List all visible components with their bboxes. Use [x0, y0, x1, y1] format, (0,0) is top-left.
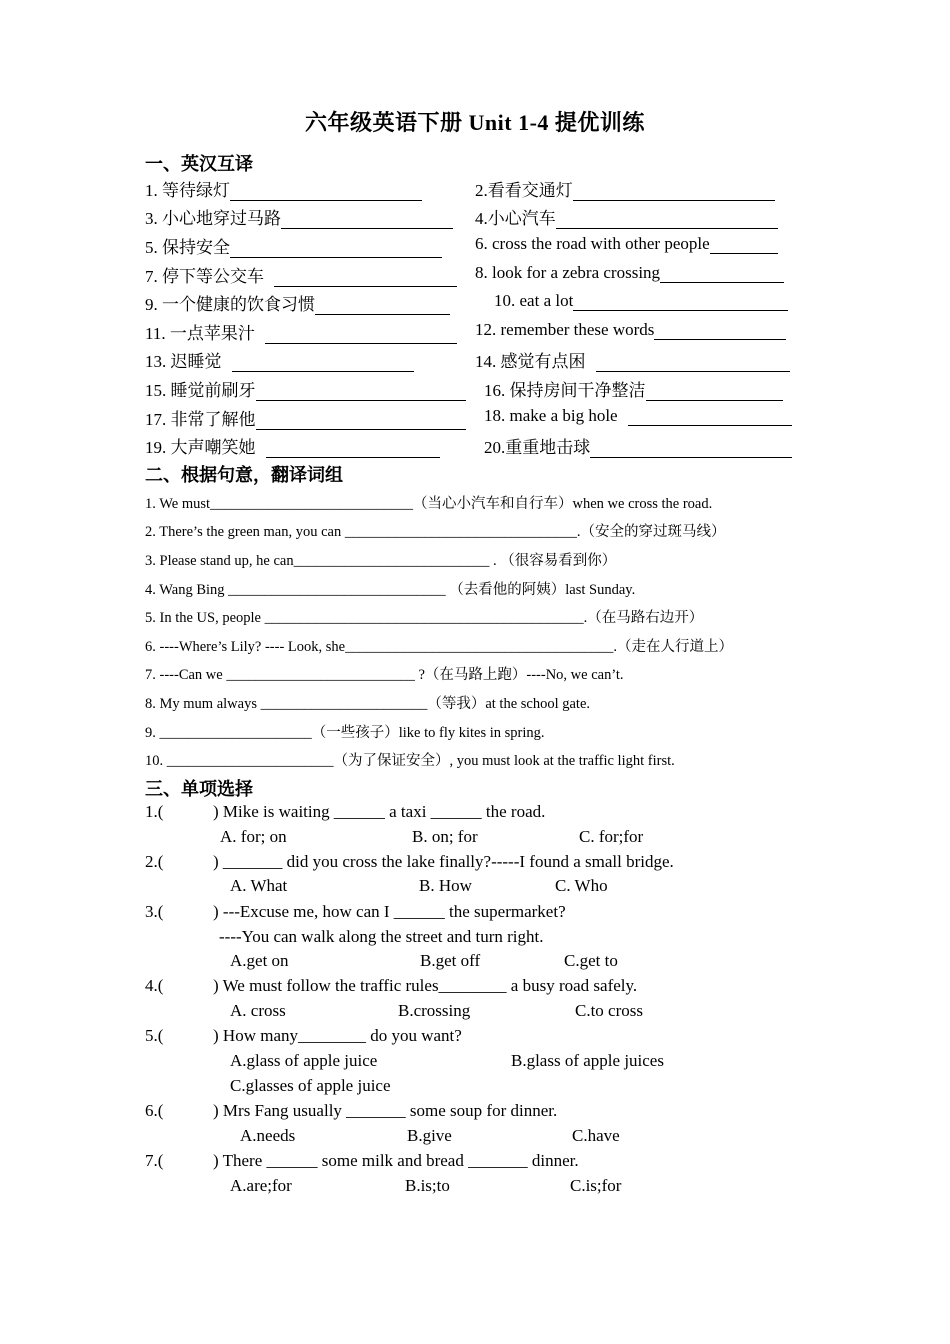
translation-item-8: 8. My mum always _______________________（等我）at the school gate. — [145, 696, 591, 712]
answer-blank[interactable] — [654, 319, 786, 340]
answer-blank[interactable] — [256, 409, 466, 430]
mc-option[interactable]: A. for; on — [220, 827, 287, 846]
mc-question-3-dialogue: ----You can walk along the street and turn right. — [219, 927, 544, 946]
section2-heading: 二、根据句意，翻译词组 — [145, 465, 343, 485]
answer-blank[interactable] — [628, 405, 792, 426]
answer-blank[interactable] — [590, 437, 792, 458]
translation-item-9: 9. _____________________（一些孩子）like to fly kites in spring. — [145, 725, 545, 741]
vocab-item-3: 3. 小心地穿过马路 — [145, 204, 453, 229]
vocab-item-8: 8. look for a zebra crossing — [475, 262, 784, 283]
mc-option[interactable]: A.needs — [240, 1126, 296, 1145]
answer-blank[interactable] — [596, 351, 790, 372]
answer-blank[interactable] — [573, 180, 775, 201]
answer-blank[interactable] — [232, 351, 414, 372]
translation-item-10: 10. _______________________（为了保证安全）, you must look at the traffic light first. — [145, 753, 675, 769]
answer-blank[interactable] — [256, 380, 466, 401]
translation-item-2: 2. There’s the green man, you can ________________________________.（安全的穿过斑马线） — [145, 524, 726, 540]
answer-blank[interactable] — [230, 237, 442, 258]
vocab-item-10: 10. eat a lot — [494, 290, 788, 311]
translation-item-6: 6. ----Where’s Lily? ---- Look, she_____________________________________.（走在人行道上） — [145, 639, 733, 655]
vocab-item-18: 18. make a big hole — [484, 405, 792, 426]
translation-item-5: 5. In the US, people ____________________________________________.（在马路右边开） — [145, 610, 704, 626]
answer-blank[interactable] — [710, 233, 778, 254]
mc-option[interactable]: A.get on — [230, 951, 289, 970]
answer-blank[interactable] — [573, 290, 788, 311]
answer-blank[interactable] — [556, 208, 778, 229]
answer-blank[interactable] — [274, 266, 457, 287]
mc-option[interactable]: B.give — [407, 1126, 452, 1145]
vocab-item-2: 2.看看交通灯 — [475, 176, 775, 201]
vocab-item-16: 16. 保持房间干净整洁 — [484, 376, 783, 401]
mc-question-1: 1.( ) Mike is waiting ______ a taxi ______ the road. — [145, 802, 546, 821]
vocab-item-1: 1. 等待绿灯 — [145, 176, 422, 201]
vocab-item-7: 7. 停下等公交车 — [145, 262, 457, 287]
section3-heading: 三、单项选择 — [145, 779, 253, 799]
mc-option[interactable]: C.have — [572, 1126, 620, 1145]
answer-blank[interactable] — [230, 180, 422, 201]
vocab-item-11: 11. 一点苹果汁 — [145, 319, 457, 344]
mc-option[interactable]: B.is;to — [405, 1176, 450, 1195]
mc-question-2: 2.( ) _______ did you cross the lake finally?-----I found a small bridge. — [145, 852, 674, 871]
vocab-item-14: 14. 感觉有点困 — [475, 347, 790, 372]
mc-option[interactable]: B. on; for — [412, 827, 478, 846]
translation-item-1: 1. We must____________________________（当心小汽车和自行车）when we cross the road. — [145, 496, 713, 512]
answer-blank[interactable] — [265, 323, 457, 344]
mc-option[interactable]: A. cross — [230, 1001, 286, 1020]
mc-option[interactable]: B.glass of apple juices — [511, 1051, 664, 1070]
mc-question-3: 3.( ) ---Excuse me, how can I ______ the supermarket? — [145, 902, 566, 921]
mc-option[interactable]: C.get to — [564, 951, 618, 970]
mc-option[interactable]: C.is;for — [570, 1176, 622, 1195]
vocab-item-6: 6. cross the road with other people — [475, 233, 778, 254]
vocab-item-19: 19. 大声嘲笑她 — [145, 433, 440, 458]
vocab-item-12: 12. remember these words — [475, 319, 786, 340]
vocab-item-20: 20.重重地击球 — [484, 433, 792, 458]
mc-option[interactable]: C. Who — [555, 876, 608, 895]
answer-blank[interactable] — [646, 380, 783, 401]
translation-item-4: 4. Wang Bing ______________________________ （去看他的阿姨）last Sunday. — [145, 582, 636, 598]
mc-option[interactable]: A. What — [230, 876, 288, 895]
vocab-item-15: 15. 睡觉前刷牙 — [145, 376, 466, 401]
mc-question-6: 6.( ) Mrs Fang usually _______ some soup for dinner. — [145, 1101, 558, 1120]
translation-item-7: 7. ----Can we __________________________ ?（在马路上跑）----No, we can’t. — [145, 667, 624, 683]
section1-heading: 一、英汉互译 — [145, 154, 253, 174]
mc-question-7: 7.( ) There ______ some milk and bread _______ dinner. — [145, 1151, 579, 1170]
vocab-item-9: 9. 一个健康的饮食习惯 — [145, 290, 450, 315]
mc-question-5: 5.( ) How many________ do you want? — [145, 1026, 462, 1045]
page-title: 六年级英语下册 Unit 1-4 提优训练 — [305, 110, 645, 135]
vocab-item-13: 13. 迟睡觉 — [145, 347, 414, 372]
mc-option[interactable]: C.glasses of apple juice — [230, 1076, 391, 1095]
mc-option[interactable]: A.are;for — [230, 1176, 292, 1195]
answer-blank[interactable] — [281, 208, 453, 229]
answer-blank[interactable] — [315, 294, 450, 315]
vocab-item-5: 5. 保持安全 — [145, 233, 442, 258]
mc-option[interactable]: B. How — [419, 876, 472, 895]
mc-option[interactable]: C.to cross — [575, 1001, 643, 1020]
mc-question-4: 4.( ) We must follow the traffic rules________ a busy road safely. — [145, 976, 638, 995]
translation-item-3: 3. Please stand up, he can___________________________ . （很容易看到你） — [145, 553, 617, 569]
vocab-item-17: 17. 非常了解他 — [145, 405, 466, 430]
mc-option[interactable]: A.glass of apple juice — [230, 1051, 378, 1070]
vocab-item-4: 4.小心汽车 — [475, 204, 778, 229]
mc-option[interactable]: B.crossing — [398, 1001, 471, 1020]
mc-option[interactable]: B.get off — [420, 951, 481, 970]
answer-blank[interactable] — [660, 262, 784, 283]
answer-blank[interactable] — [266, 437, 440, 458]
mc-option[interactable]: C. for;for — [579, 827, 644, 846]
